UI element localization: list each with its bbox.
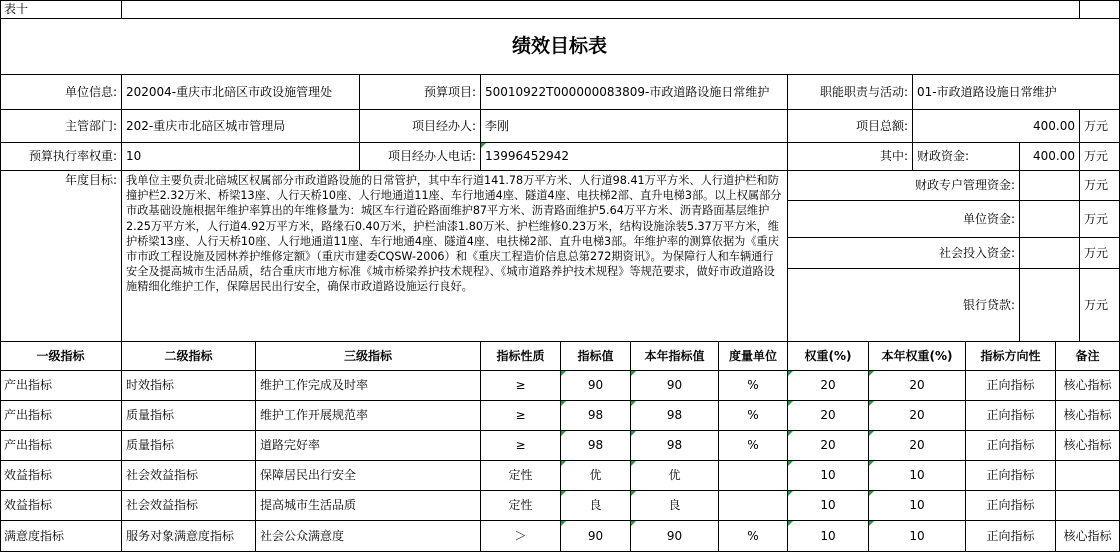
row-direction [966,491,1056,521]
row-level1 [0,521,122,552]
row-weight-text: 20 [820,378,836,392]
header-year-value [631,342,719,371]
row-direction [966,431,1056,461]
row-nature [481,521,561,552]
weight-value: 10 [122,143,360,171]
row-year-weight [869,431,966,461]
row-weight-text: 10 [820,528,836,543]
row-level1-text: 满意度指标 [4,528,65,543]
cell-marker [561,431,566,436]
weight-label: 预算执行率权重: [0,143,122,171]
header-weight-text: 权重(%) [804,348,852,363]
goal-label: 年度目标: [0,171,122,342]
header-nature [481,342,561,371]
cell-marker [869,521,874,526]
cell-marker [561,491,566,496]
row-year-weight-text: 20 [909,408,925,422]
row-unit [719,521,788,552]
header-value [561,342,631,371]
cell-marker [788,371,793,376]
row-direction-text: 正向指标 [986,468,1035,482]
row-level2-text: 质量指标 [126,438,175,452]
row-year-weight [869,491,966,521]
row-year-value [631,401,719,431]
row-year-weight [869,461,966,491]
row-unit [719,431,788,461]
row-nature [481,491,561,521]
row-year-value [631,491,719,521]
cell-marker [561,461,566,466]
social-fund-value [1020,238,1080,269]
cell-marker [869,431,874,436]
total-value: 400.00 [913,110,1080,143]
row-year-weight-text: 20 [909,438,925,452]
row-nature-text: 定性 [508,498,533,512]
row-level2-text: 服务对象满意度指标 [126,528,235,543]
cell-marker [631,371,636,376]
row-level1 [0,461,122,491]
row-nature-text: ＞ [514,528,527,543]
finance-value: 400.00 [1020,143,1080,171]
row-remark [1056,431,1120,461]
row-direction-text: 正向指标 [986,378,1035,392]
total-unit: 万元 [1080,110,1120,143]
row-level2 [122,491,256,521]
header-year-weight [869,342,966,371]
row-unit-text: % [747,408,759,422]
bank-loan-value [1020,269,1080,342]
row-remark [1056,491,1120,521]
row-level2 [122,461,256,491]
row-level3 [256,431,481,461]
row-remark-text: 核心指标 [1063,528,1112,543]
phone-value-text: 13996452942 [485,149,569,163]
goal-text: 我单位主要负责北碚城区权属部分市政道路设施的日常管护，其中车行道141.78万平方米、人行道98.41万平方米、人行道护栏和防撞护栏2.32万米、桥梁13座、人行天桥10座、人行地通道11座、车行地通4座、隧道4座、电扶梯2部、直升电梯3部。以上权属部分市政基础设施根据年维护率算出的年维修量为：城区车行道砼路面维护87平方米、沥青路面维护5.64万平方米、沥青路面基层维护2.25万平方米，人行道4.92万平方米，路缘石0.40万米，护栏油漆1.80万米、护栏维修0.23万米，结构设施涂装5.37万平方米，维护桥梁13座、人行天桥10座、人行地通道11座、车行地通4座、隧道4座、电扶梯2部、直升电梯3部。年维护率的测算依据为《重庆市市政工程设施及园林养护维修定额》（重庆市建委CQSW-2006）和《重庆工程造价信息总第272期资讯》。为保障行人和车辆通行安全及提高城市生活品质，结合重庆市地方标准《城市桥梁养护技术规程》、《城市道路养护技术规程》等规范要求，做好市政道路设施精细化维护工作，保障居民出行安全，确保市政道路设施运行良好。 [122,171,788,342]
row-value [561,491,631,521]
row-value [561,461,631,491]
duty-value: 01-市政道路设施日常维护 [913,75,1120,110]
header-direction-text: 指标方向性 [980,348,1041,363]
row-level3-text: 保障居民出行安全 [260,468,357,482]
row-weight-text: 10 [820,468,836,482]
cell-marker [788,491,793,496]
row-year-weight-text: 10 [909,498,925,512]
row-year-value-text: 90 [666,378,683,392]
row-level3 [256,371,481,401]
row-unit [719,371,788,401]
cell-marker [869,371,874,376]
row-remark [1056,521,1120,552]
cell-marker [631,461,636,466]
header-level3 [256,342,481,371]
row-level1-text: 效益指标 [4,468,53,482]
row-level1-text: 效益指标 [4,498,53,512]
cell-marker [869,401,874,406]
row-value-text: 90 [587,378,604,392]
cell-marker [869,491,874,496]
blank-cell [1080,0,1120,19]
row-remark-text: 核心指标 [1063,378,1112,392]
special-fund-unit: 万元 [1080,171,1120,201]
row-level2-text: 质量指标 [126,408,175,422]
row-year-value-text: 98 [666,408,683,422]
row-level2-text: 社会效益指标 [126,498,199,512]
row-level1-text: 产出指标 [4,378,53,392]
row-level3-text: 社会公众满意度 [260,528,345,543]
row-level3-text: 维护工作完成及时率 [260,378,369,392]
unit-info-label: 单位信息: [0,75,122,110]
row-level1 [0,491,122,521]
row-nature-text: ≥ [515,408,526,422]
budget-project-label: 预算项目: [360,75,481,110]
cell-marker [481,143,486,148]
header-level3-text: 三级指标 [343,348,392,363]
row-level3 [256,491,481,521]
row-year-value [631,461,719,491]
finance-label: 财政资金: [913,143,1020,171]
row-year-value [631,521,719,552]
row-weight [788,431,869,461]
row-year-weight [869,401,966,431]
social-fund-label: 社会投入资金: [788,238,1020,269]
row-level3 [256,461,481,491]
header-level2-text: 二级指标 [164,348,213,363]
row-nature-text: ≥ [515,438,526,452]
row-weight-text: 10 [820,498,836,512]
header-direction [966,342,1056,371]
row-remark-text: 核心指标 [1063,408,1112,422]
unit-fund-value [1020,201,1080,238]
row-value [561,521,631,552]
row-unit [719,491,788,521]
row-level2 [122,371,256,401]
row-weight [788,401,869,431]
phone-label: 项目经办人电话: [360,143,481,171]
cell-marker [631,521,636,526]
row-nature [481,431,561,461]
row-weight [788,461,869,491]
duty-label: 职能职责与活动: [788,75,913,110]
header-nature-text: 指标性质 [496,348,545,363]
row-direction-text: 正向指标 [986,528,1035,543]
row-value-text: 98 [587,408,604,422]
row-year-value-text: 优 [668,468,681,482]
row-level1-text: 产出指标 [4,408,53,422]
bank-loan-label: 银行贷款: [788,269,1020,342]
row-weight [788,491,869,521]
row-level2 [122,431,256,461]
cell-marker [788,521,793,526]
row-direction-text: 正向指标 [986,438,1035,452]
row-level3-text: 道路完好率 [260,438,321,452]
dept-value: 202-重庆市北碚区城市管理局 [122,110,360,143]
header-level2 [122,342,256,371]
row-unit-text: % [747,378,759,392]
row-remark [1056,371,1120,401]
row-direction [966,521,1056,552]
row-year-value-text: 98 [666,438,683,452]
row-value [561,431,631,461]
row-weight-text: 20 [820,408,836,422]
row-nature [481,371,561,401]
row-year-value-text: 90 [666,528,683,543]
special-fund-value [1020,171,1080,201]
row-nature [481,401,561,431]
row-weight [788,371,869,401]
finance-unit: 万元 [1080,143,1120,171]
row-unit-text: % [747,438,759,452]
social-fund-unit: 万元 [1080,238,1120,269]
manager-label: 项目经办人: [360,110,481,143]
phone-value [481,143,788,171]
row-value-text: 90 [587,528,604,543]
sheet-tag: 表十 [0,0,122,19]
row-direction [966,371,1056,401]
row-value [561,371,631,401]
unit-fund-unit: 万元 [1080,201,1120,238]
row-direction [966,461,1056,491]
row-direction [966,401,1056,431]
row-level3-text: 提高城市生活品质 [260,498,357,512]
manager-value: 李刚 [481,110,788,143]
row-year-weight [869,371,966,401]
total-label: 项目总额: [788,110,913,143]
unit-info-value: 202004-重庆市北碚区市政设施管理处 [122,75,360,110]
cell-marker [561,401,566,406]
row-unit [719,461,788,491]
row-weight [788,521,869,552]
row-year-weight-text: 10 [909,468,925,482]
cell-marker [788,401,793,406]
row-year-weight [869,521,966,552]
unit-fund-label: 单位资金: [788,201,1020,238]
row-level1 [0,371,122,401]
row-level3-text: 维护工作开展规范率 [260,408,369,422]
among-label: 其中: [788,143,913,171]
row-year-value [631,431,719,461]
cell-marker [631,431,636,436]
row-unit [719,401,788,431]
cell-marker [788,431,793,436]
row-remark-text: 核心指标 [1063,438,1112,452]
header-year-value-text: 本年指标值 [644,348,705,363]
header-year-weight-text: 本年权重(%) [881,348,953,363]
row-year-value [631,371,719,401]
row-level2 [122,521,256,552]
row-level1-text: 产出指标 [4,438,53,452]
cell-marker [869,461,874,466]
row-level1 [0,431,122,461]
cell-marker [631,491,636,496]
row-nature [481,461,561,491]
row-year-weight-text: 20 [909,378,925,392]
budget-project-value: 50010922T000000083809-市政道路设施日常维护 [481,75,788,110]
row-nature-text: 定性 [508,468,533,482]
row-level3 [256,521,481,552]
header-level1 [0,342,122,371]
row-value-text: 98 [587,438,604,452]
special-fund-label: 财政专户管理资金: [788,171,1020,201]
row-level2-text: 社会效益指标 [126,468,199,482]
row-nature-text: ≥ [515,378,526,392]
header-value-text: 指标值 [577,348,614,363]
row-value-text: 优 [589,468,602,482]
row-level2-text: 时效指标 [126,378,175,392]
row-weight-text: 20 [820,438,836,452]
row-level2 [122,401,256,431]
row-remark [1056,401,1120,431]
bank-loan-unit: 万元 [1080,269,1120,342]
row-unit-text: % [747,528,759,543]
row-value [561,401,631,431]
blank-cell [122,0,1080,19]
header-unit-text: 度量单位 [728,348,777,363]
page-title: 绩效目标表 [0,19,1120,75]
row-year-weight-text: 10 [909,528,925,543]
header-level1-text: 一级指标 [36,348,85,363]
row-direction-text: 正向指标 [986,408,1035,422]
header-remark-text: 备注 [1075,348,1100,363]
row-remark [1056,461,1120,491]
row-level3 [256,401,481,431]
row-year-value-text: 良 [668,498,681,512]
row-value-text: 良 [589,498,602,512]
header-weight [788,342,869,371]
header-unit [719,342,788,371]
cell-marker [561,371,566,376]
cell-marker [631,401,636,406]
row-direction-text: 正向指标 [986,498,1035,512]
header-remark [1056,342,1120,371]
cell-marker [561,521,566,526]
dept-label: 主管部门: [0,110,122,143]
row-level1 [0,401,122,431]
cell-marker [788,461,793,466]
